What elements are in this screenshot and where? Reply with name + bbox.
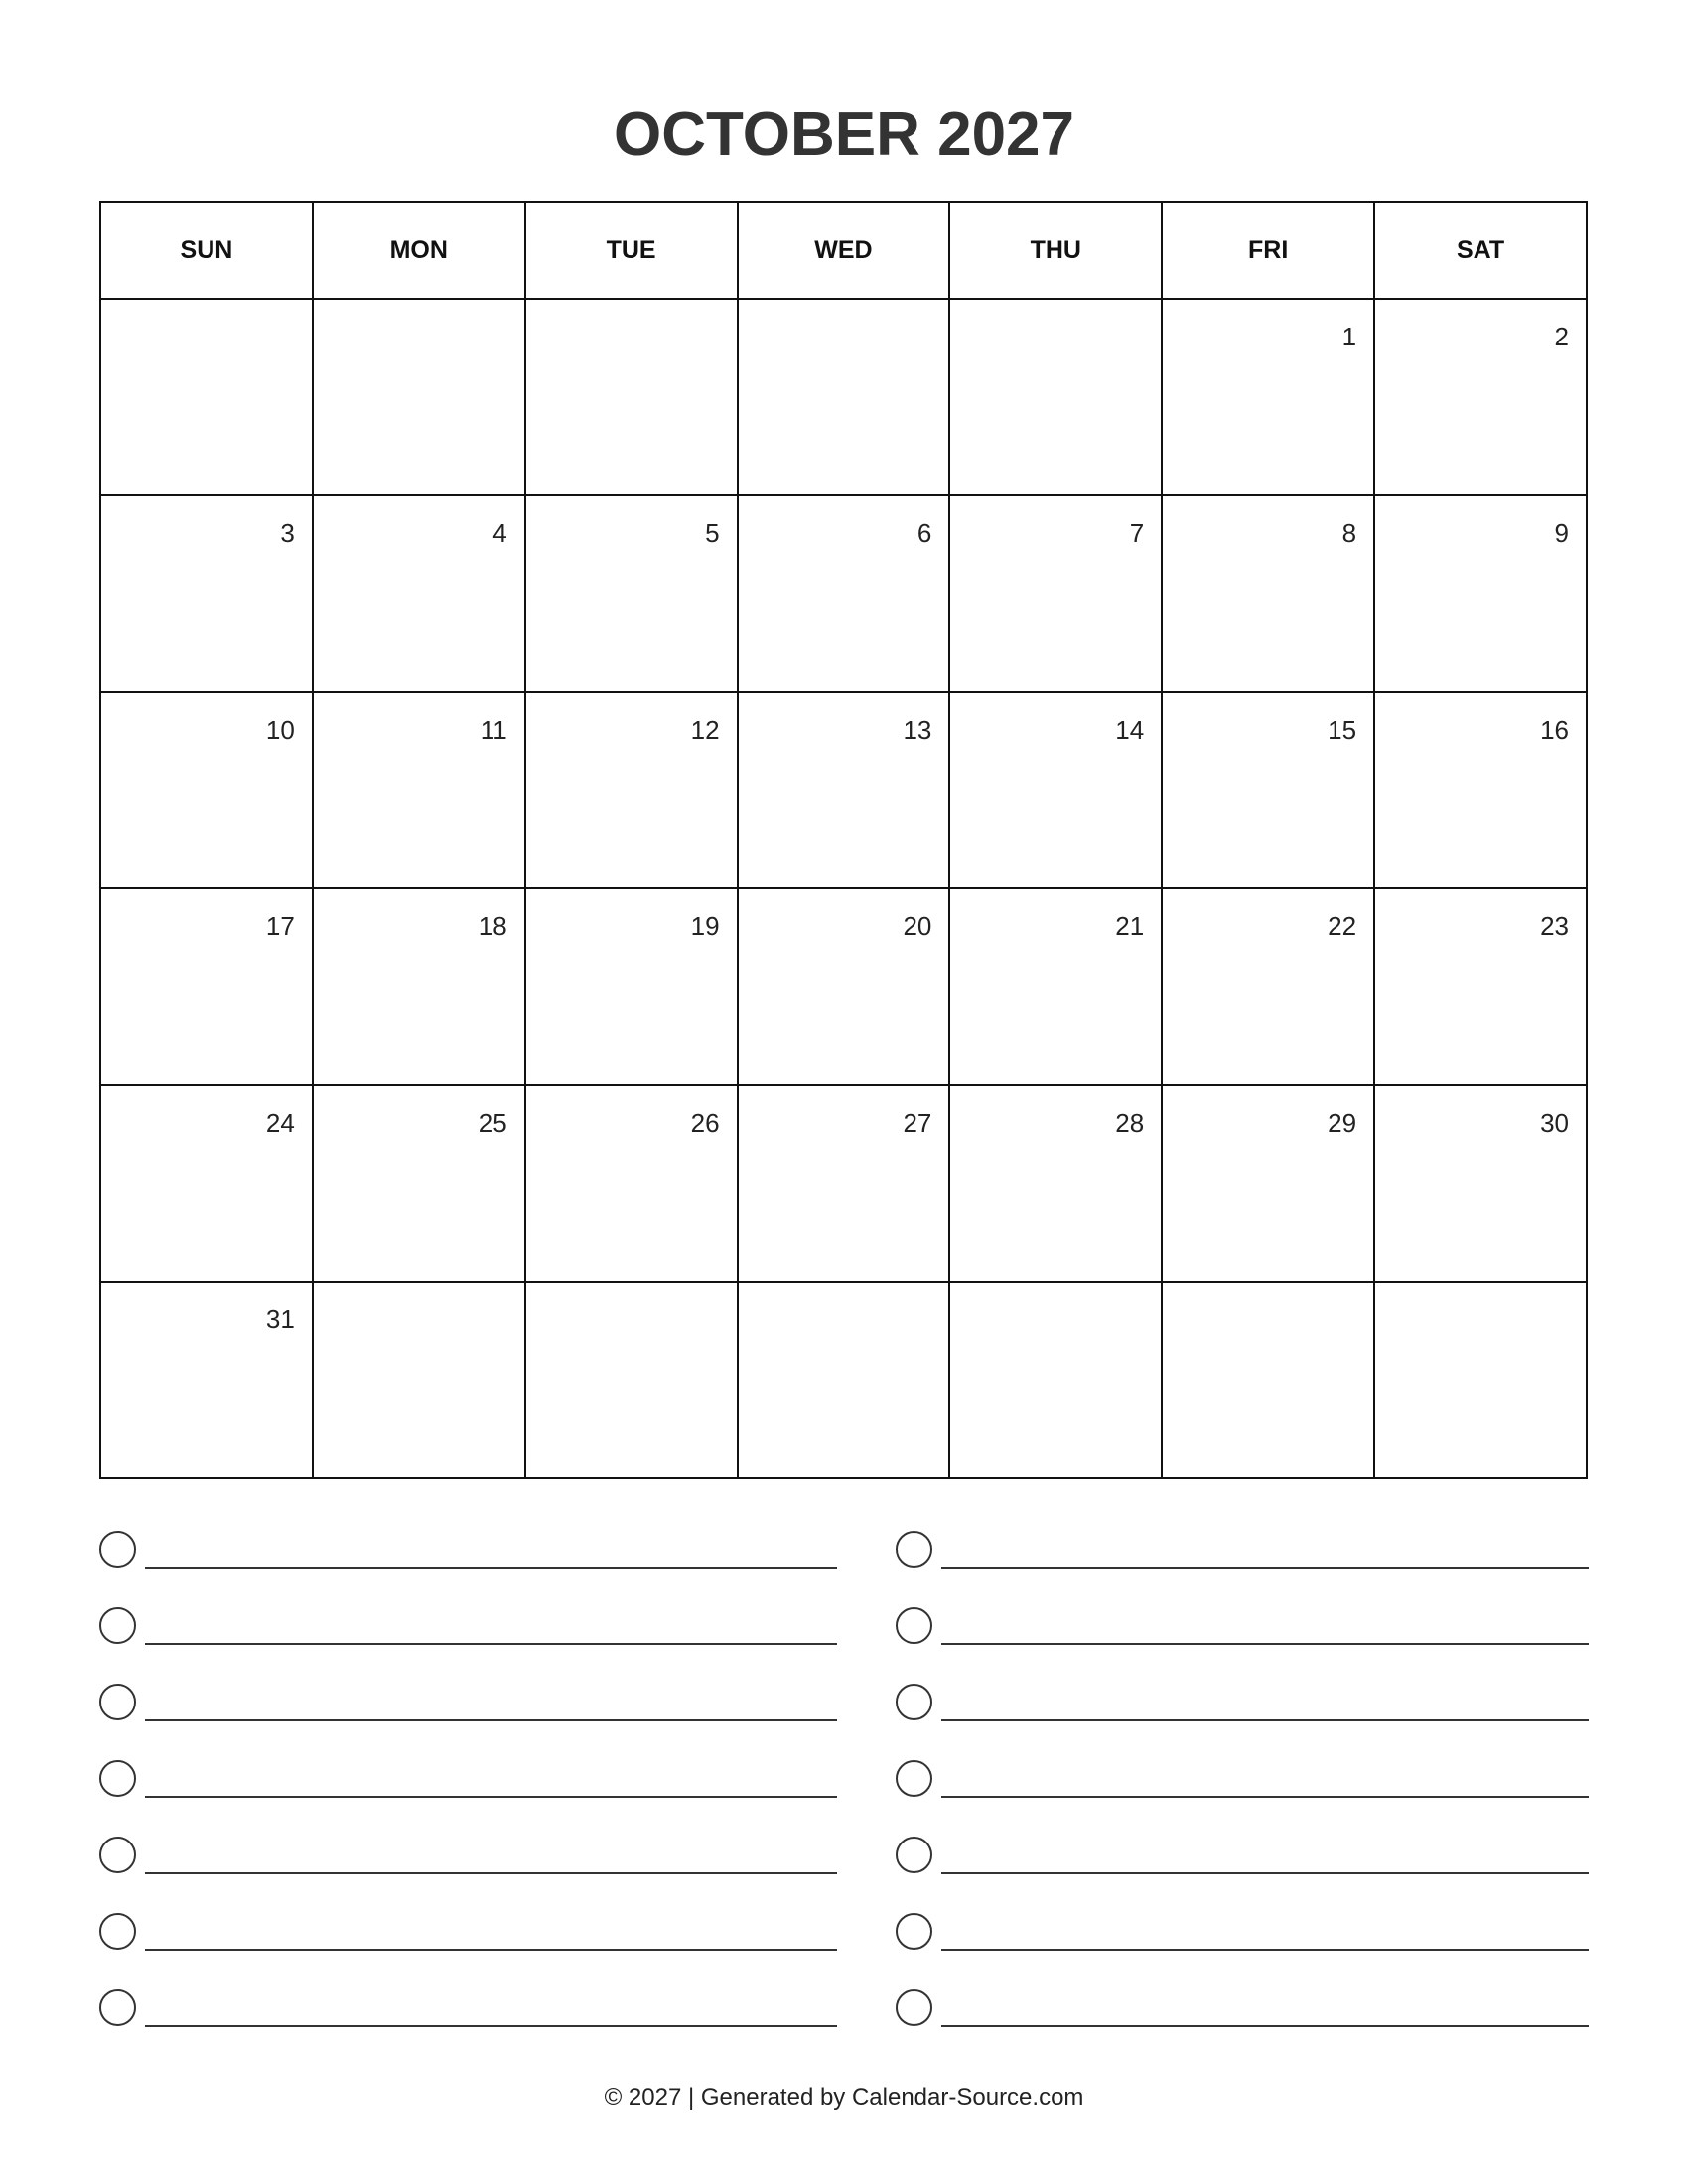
day-cell[interactable] — [1374, 692, 1587, 888]
checkbox-circle-icon[interactable] — [99, 1760, 136, 1797]
task-write-line[interactable] — [145, 2025, 837, 2027]
day-number: 25 — [478, 1108, 507, 1138]
day-number: 13 — [903, 715, 932, 745]
task-item — [99, 1760, 837, 1837]
checkbox-circle-icon[interactable] — [896, 1607, 932, 1644]
task-write-line[interactable] — [941, 1796, 1589, 1798]
weekday-tue: TUE — [525, 202, 738, 299]
task-item — [896, 1989, 1589, 2066]
week-row — [100, 299, 1587, 495]
day-number: 16 — [1540, 715, 1569, 745]
task-item — [99, 1531, 837, 1607]
day-cell[interactable] — [525, 888, 738, 1085]
weekday-sun: SUN — [100, 202, 313, 299]
checkbox-circle-icon[interactable] — [99, 1684, 136, 1720]
task-item — [896, 1531, 1589, 1607]
task-item — [896, 1837, 1589, 1913]
weekday-header-row — [100, 202, 1587, 299]
weekday-thu: THU — [949, 202, 1162, 299]
day-number: 1 — [1341, 322, 1357, 351]
day-cell[interactable] — [100, 495, 313, 692]
task-write-line[interactable] — [941, 2025, 1589, 2027]
day-number: 8 — [1341, 518, 1357, 548]
day-cell[interactable] — [1374, 888, 1587, 1085]
checkbox-circle-icon[interactable] — [896, 1684, 932, 1720]
day-cell[interactable] — [1162, 495, 1374, 692]
task-item — [99, 1913, 837, 1989]
day-number: 19 — [690, 911, 720, 941]
task-write-line[interactable] — [941, 1643, 1589, 1645]
day-number: 3 — [280, 518, 295, 548]
weekday-sat: SAT — [1374, 202, 1587, 299]
calendar-grid — [99, 201, 1588, 1479]
day-cell[interactable] — [313, 1282, 525, 1478]
day-number — [739, 300, 949, 322]
checkbox-circle-icon[interactable] — [896, 1837, 932, 1873]
day-number: 17 — [265, 911, 295, 941]
day-number — [314, 300, 524, 322]
day-number — [526, 1283, 737, 1304]
task-item — [896, 1607, 1589, 1684]
day-cell[interactable] — [100, 1282, 313, 1478]
day-cell[interactable] — [525, 692, 738, 888]
day-number — [526, 300, 737, 322]
day-number: 24 — [265, 1108, 295, 1138]
day-cell[interactable] — [1374, 1282, 1587, 1478]
page-title: OCTOBER 2027 — [613, 100, 1075, 169]
day-number: 6 — [916, 518, 932, 548]
week-row — [100, 888, 1587, 1085]
checkbox-circle-icon[interactable] — [896, 1989, 932, 2026]
day-number: 29 — [1328, 1108, 1357, 1138]
task-write-line[interactable] — [145, 1643, 837, 1645]
day-cell[interactable] — [738, 299, 950, 495]
task-write-line[interactable] — [145, 1872, 837, 1874]
day-number: 5 — [705, 518, 720, 548]
weekday-fri: FRI — [1162, 202, 1374, 299]
day-number: 7 — [1129, 518, 1145, 548]
task-write-line[interactable] — [941, 1949, 1589, 1951]
day-cell[interactable] — [1162, 1282, 1374, 1478]
task-write-line[interactable] — [145, 1949, 837, 1951]
week-row — [100, 1085, 1587, 1282]
day-cell[interactable] — [949, 299, 1162, 495]
day-cell[interactable] — [949, 495, 1162, 692]
day-number — [101, 300, 312, 322]
day-number — [1375, 1283, 1586, 1304]
checkbox-circle-icon[interactable] — [896, 1531, 932, 1568]
day-number — [1163, 1283, 1373, 1304]
day-number: 10 — [265, 715, 295, 745]
day-cell[interactable] — [738, 692, 950, 888]
task-item — [99, 1989, 837, 2066]
task-item — [99, 1837, 837, 1913]
day-number: 30 — [1540, 1108, 1569, 1138]
day-cell[interactable] — [1162, 1085, 1374, 1282]
task-write-line[interactable] — [145, 1567, 837, 1569]
day-number: 4 — [492, 518, 507, 548]
day-cell[interactable] — [525, 1085, 738, 1282]
day-cell[interactable] — [1162, 692, 1374, 888]
week-row — [100, 1282, 1587, 1478]
day-number: 15 — [1328, 715, 1357, 745]
task-item — [99, 1684, 837, 1760]
day-number: 14 — [1115, 715, 1145, 745]
task-list-left — [99, 1531, 837, 2066]
task-item — [896, 1760, 1589, 1837]
day-cell[interactable] — [313, 692, 525, 888]
day-cell[interactable] — [313, 888, 525, 1085]
day-cell[interactable] — [313, 495, 525, 692]
day-number: 11 — [480, 715, 507, 745]
task-write-line[interactable] — [941, 1719, 1589, 1721]
day-cell[interactable] — [100, 692, 313, 888]
checkbox-circle-icon[interactable] — [99, 1913, 136, 1950]
day-number: 28 — [1115, 1108, 1145, 1138]
day-number — [950, 300, 1161, 322]
day-number: 2 — [1554, 322, 1569, 351]
checkbox-circle-icon[interactable] — [99, 1837, 136, 1873]
day-cell[interactable] — [1374, 1085, 1587, 1282]
checkbox-circle-icon[interactable] — [896, 1760, 932, 1797]
weekday-wed: WED — [738, 202, 950, 299]
day-number: 21 — [1115, 911, 1145, 941]
checkbox-circle-icon[interactable] — [99, 1989, 136, 2026]
day-cell[interactable] — [1162, 888, 1374, 1085]
week-row — [100, 495, 1587, 692]
day-cell[interactable] — [949, 888, 1162, 1085]
day-cell[interactable] — [738, 1282, 950, 1478]
weekday-mon: MON — [313, 202, 525, 299]
day-cell[interactable] — [100, 888, 313, 1085]
day-cell[interactable] — [1374, 299, 1587, 495]
task-item — [99, 1607, 837, 1684]
task-write-line[interactable] — [941, 1872, 1589, 1874]
day-cell[interactable] — [525, 495, 738, 692]
day-number: 27 — [903, 1108, 932, 1138]
day-cell[interactable] — [949, 1282, 1162, 1478]
day-cell[interactable] — [100, 1085, 313, 1282]
day-number — [314, 1283, 524, 1304]
task-write-line[interactable] — [941, 1567, 1589, 1569]
week-row — [100, 692, 1587, 888]
day-number — [739, 1283, 949, 1304]
day-number: 20 — [903, 911, 932, 941]
task-write-line[interactable] — [145, 1719, 837, 1721]
task-item — [896, 1913, 1589, 1989]
day-cell[interactable] — [1162, 299, 1374, 495]
day-cell[interactable] — [949, 692, 1162, 888]
checkbox-circle-icon[interactable] — [99, 1531, 136, 1568]
day-number: 26 — [690, 1108, 720, 1138]
day-number: 31 — [265, 1304, 295, 1334]
task-list-right — [896, 1531, 1589, 2066]
day-cell[interactable] — [525, 299, 738, 495]
day-number: 23 — [1540, 911, 1569, 941]
footer-credit: © 2027 | Generated by Calendar-Source.com — [604, 2084, 1084, 2111]
day-number: 9 — [1554, 518, 1569, 548]
day-cell[interactable] — [313, 1085, 525, 1282]
day-number: 12 — [690, 715, 720, 745]
day-cell[interactable] — [738, 888, 950, 1085]
task-write-line[interactable] — [145, 1796, 837, 1798]
day-cell[interactable] — [525, 1282, 738, 1478]
checkbox-circle-icon[interactable] — [99, 1607, 136, 1644]
day-number: 18 — [478, 911, 507, 941]
day-number — [950, 1283, 1161, 1304]
checkbox-circle-icon[interactable] — [896, 1913, 932, 1950]
day-cell[interactable] — [738, 495, 950, 692]
task-item — [896, 1684, 1589, 1760]
day-cell[interactable] — [949, 1085, 1162, 1282]
day-cell[interactable] — [100, 299, 313, 495]
day-cell[interactable] — [313, 299, 525, 495]
day-number: 22 — [1328, 911, 1357, 941]
day-cell[interactable] — [1374, 495, 1587, 692]
day-cell[interactable] — [738, 1085, 950, 1282]
